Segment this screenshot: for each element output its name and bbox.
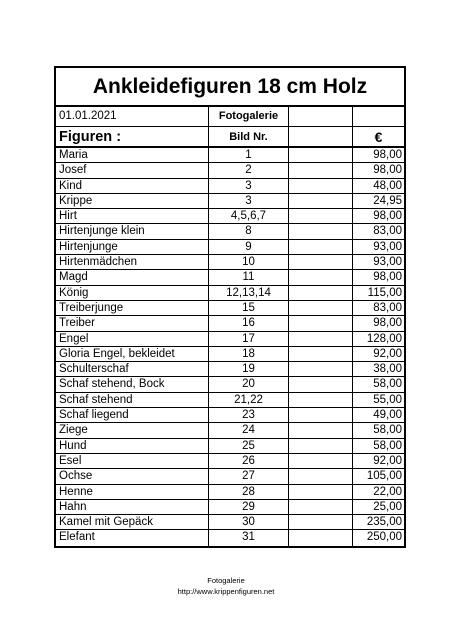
price: 250,00 [366, 531, 402, 544]
figure-name: Elefant [56, 530, 209, 545]
header-row [56, 127, 404, 148]
figure-name: Krippe [56, 194, 209, 208]
table-row [56, 393, 404, 408]
picture-number: 3 [209, 179, 289, 193]
figure-name: Hirt [56, 209, 209, 223]
price: 83,00 [373, 225, 402, 238]
price: 93,00 [373, 240, 402, 253]
figure-name: Kind [56, 179, 209, 193]
empty-cell [289, 240, 353, 254]
price: 49,00 [373, 409, 402, 422]
empty-cell [353, 107, 404, 126]
table-row [56, 530, 404, 545]
header-picture-number: Bild Nr. [209, 127, 289, 146]
figure-name: Schaf stehend [56, 393, 209, 407]
table-row [56, 270, 404, 285]
figure-name: Kamel mit Gepäck [56, 515, 209, 529]
price: 24,95 [373, 194, 402, 207]
price: 48,00 [373, 179, 402, 192]
picture-number: 10 [209, 255, 289, 269]
picture-number: 2 [209, 163, 289, 177]
table-row [56, 454, 404, 469]
picture-number: 9 [209, 240, 289, 254]
header-price: € [374, 129, 383, 145]
page-title: Ankleidefiguren 18 cm Holz [56, 68, 404, 107]
figure-name: Hahn [56, 500, 209, 514]
price: 128,00 [366, 332, 402, 345]
price-list-sheet [54, 66, 406, 548]
picture-number: 8 [209, 224, 289, 238]
table-row [56, 286, 404, 301]
empty-cell [289, 209, 353, 223]
empty-cell [289, 530, 353, 545]
price: 83,00 [373, 301, 402, 314]
figure-name: Henne [56, 485, 209, 499]
picture-number: 11 [209, 270, 289, 284]
figure-name: Schaf liegend [56, 408, 209, 422]
figure-name: Maria [56, 148, 209, 162]
table-row [56, 362, 404, 377]
gallery-label: Fotogalerie [209, 107, 289, 126]
empty-cell [289, 362, 353, 376]
picture-number: 25 [209, 439, 289, 453]
picture-number: 24 [209, 423, 289, 437]
picture-number: 20 [209, 377, 289, 391]
picture-number: 18 [209, 347, 289, 361]
picture-number: 3 [209, 194, 289, 208]
price: 58,00 [373, 378, 402, 391]
table-row [56, 148, 404, 163]
table-row [56, 316, 404, 331]
price: 92,00 [373, 454, 402, 467]
figure-name: Hirtenjunge [56, 240, 209, 254]
picture-number: 26 [209, 454, 289, 468]
table-row [56, 224, 404, 239]
figure-name: Schaf stehend, Bock [56, 377, 209, 391]
price: 58,00 [373, 424, 402, 437]
figure-name: Hirtenjunge klein [56, 224, 209, 238]
table-row [56, 209, 404, 224]
figure-name: Gloria Engel, bekleidet [56, 347, 209, 361]
picture-number: 31 [209, 530, 289, 545]
figure-name: Ochse [56, 469, 209, 483]
picture-number: 15 [209, 301, 289, 315]
empty-cell [289, 439, 353, 453]
footer-gallery-label: Fotogalerie [207, 576, 245, 585]
empty-cell [289, 408, 353, 422]
table-row [56, 240, 404, 255]
picture-number: 21,22 [209, 393, 289, 407]
footer [0, 575, 452, 597]
picture-number: 23 [209, 408, 289, 422]
table-row [56, 485, 404, 500]
table-row [56, 255, 404, 270]
picture-number: 4,5,6,7 [209, 209, 289, 223]
figure-name: Esel [56, 454, 209, 468]
picture-number: 30 [209, 515, 289, 529]
table-row [56, 469, 404, 484]
empty-cell [289, 454, 353, 468]
figure-name: Josef [56, 163, 209, 177]
empty-cell [289, 347, 353, 361]
price: 25,00 [373, 500, 402, 513]
figure-rows [56, 148, 404, 546]
empty-cell [289, 423, 353, 437]
picture-number: 12,13,14 [209, 286, 289, 300]
empty-cell [289, 332, 353, 346]
table-row [56, 163, 404, 178]
empty-cell [289, 286, 353, 300]
price: 98,00 [373, 317, 402, 330]
table-row [56, 439, 404, 454]
empty-cell [289, 194, 353, 208]
price: 38,00 [373, 363, 402, 376]
meta-row [56, 107, 404, 127]
picture-number: 27 [209, 469, 289, 483]
footer-url[interactable]: http://www.krippenfiguren.net [177, 587, 275, 596]
price: 55,00 [373, 393, 402, 406]
empty-cell [289, 316, 353, 330]
table-row [56, 515, 404, 530]
price: 105,00 [366, 470, 402, 483]
price: 92,00 [373, 347, 402, 360]
figure-name: Hirtenmädchen [56, 255, 209, 269]
table-row [56, 423, 404, 438]
figure-name: Ziege [56, 423, 209, 437]
picture-number: 29 [209, 500, 289, 514]
empty-cell [289, 148, 353, 162]
figure-name: Magd [56, 270, 209, 284]
price: 98,00 [373, 149, 402, 161]
price: 22,00 [373, 485, 402, 498]
figure-name: Engel [56, 332, 209, 346]
empty-cell [289, 270, 353, 284]
empty-cell [289, 393, 353, 407]
price: 58,00 [373, 439, 402, 452]
empty-cell [289, 377, 353, 391]
empty-cell [289, 301, 353, 315]
empty-cell [289, 224, 353, 238]
figure-name: Treiberjunge [56, 301, 209, 315]
empty-cell [289, 163, 353, 177]
price: 98,00 [373, 271, 402, 284]
empty-cell [289, 500, 353, 514]
picture-number: 28 [209, 485, 289, 499]
price: 98,00 [373, 210, 402, 223]
table-row [56, 377, 404, 392]
table-row [56, 332, 404, 347]
table-row [56, 179, 404, 194]
empty-cell [289, 515, 353, 529]
empty-cell [289, 179, 353, 193]
empty-cell [289, 469, 353, 483]
table-row [56, 301, 404, 316]
figure-name: Hund [56, 439, 209, 453]
date-cell: 01.01.2021 [56, 107, 209, 126]
price: 93,00 [373, 256, 402, 269]
empty-cell [289, 107, 353, 126]
picture-number: 16 [209, 316, 289, 330]
price: 98,00 [373, 164, 402, 177]
figure-name: Treiber [56, 316, 209, 330]
empty-cell [289, 255, 353, 269]
header-figures: Figuren : [56, 127, 209, 146]
table-row [56, 500, 404, 515]
header-empty [289, 127, 353, 146]
price: 235,00 [366, 516, 402, 529]
figure-name: Schulterschaf [56, 362, 209, 376]
picture-number: 17 [209, 332, 289, 346]
table-row [56, 408, 404, 423]
price: 115,00 [367, 286, 402, 299]
picture-number: 1 [209, 148, 289, 162]
picture-number: 19 [209, 362, 289, 376]
table-row [56, 347, 404, 362]
table-row [56, 194, 404, 209]
figure-name: König [56, 286, 209, 300]
empty-cell [289, 485, 353, 499]
